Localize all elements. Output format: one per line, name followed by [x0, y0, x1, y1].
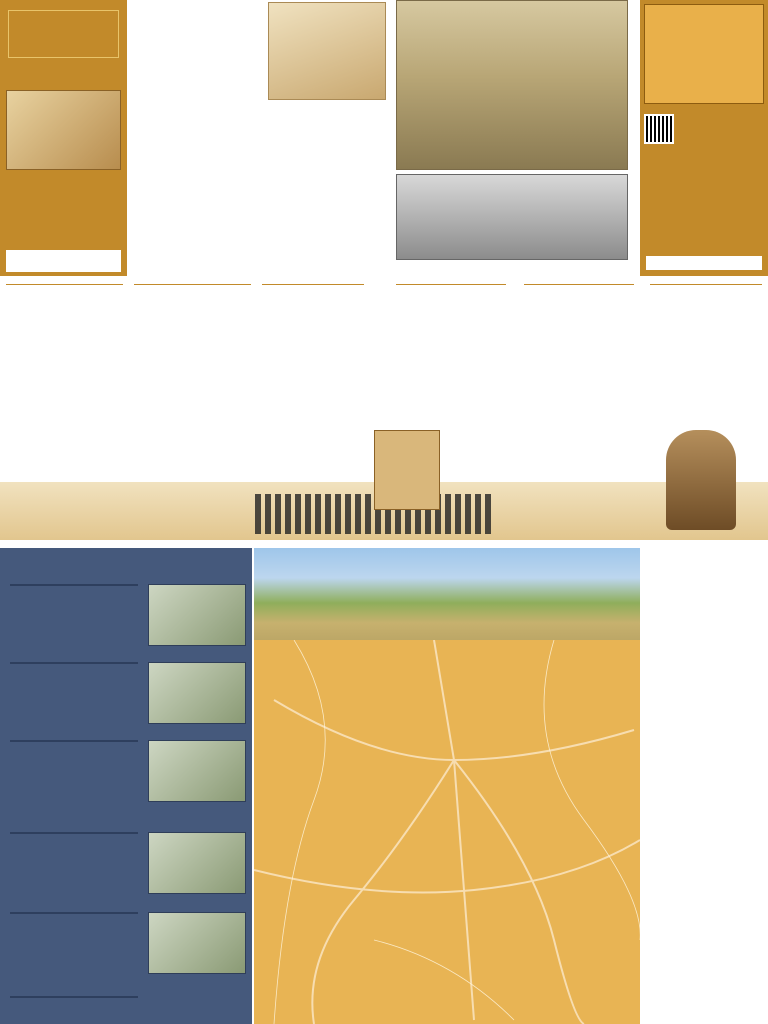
- nsw-network-map: [644, 4, 764, 104]
- place-title: [10, 912, 138, 914]
- burrows-street-photo: [396, 174, 628, 260]
- place-photo: [148, 832, 246, 894]
- intro-text-panel: [139, 0, 257, 276]
- story-column-5: [520, 280, 638, 540]
- landscape-photo: [254, 548, 640, 648]
- places-section: [0, 548, 768, 1024]
- story-column-4: [392, 280, 510, 540]
- destination-nsw-logo: [646, 256, 762, 270]
- shire-logos: [6, 250, 121, 272]
- story-col-4-title: [396, 282, 506, 285]
- place-folk-museum[interactable]: [10, 584, 246, 656]
- cover-brand: [0, 0, 127, 4]
- place-title: [10, 584, 138, 586]
- place-title: [10, 996, 138, 998]
- place-title: [10, 662, 138, 664]
- places-heading: [0, 548, 252, 566]
- road-network: [254, 640, 640, 1024]
- story-column-3: [258, 280, 368, 540]
- place-photo: [148, 584, 246, 646]
- top-section: [0, 0, 768, 276]
- place-photo: [148, 912, 246, 974]
- region-map: [254, 640, 640, 1024]
- place-tribute-gardens[interactable]: [10, 740, 246, 812]
- story-col-1-title: [6, 282, 123, 285]
- lambing-flat-painting: [396, 0, 628, 170]
- story-column-6: [646, 280, 766, 540]
- gold-trails-logo: [8, 10, 119, 58]
- cover-intro: [0, 80, 127, 84]
- story-col-3-title: [262, 282, 364, 285]
- images-panel: [396, 0, 628, 276]
- story-col-6-title: [650, 282, 762, 285]
- story-column-2: [130, 280, 255, 540]
- gill-panel: [268, 0, 386, 276]
- place-blackguard-gully[interactable]: [10, 662, 246, 734]
- place-title: [10, 832, 138, 834]
- might-versus-right-title: [139, 18, 257, 40]
- places-list: [0, 548, 252, 1024]
- network-panel: [640, 0, 768, 276]
- region-map-area: [254, 548, 768, 1024]
- cover-illustration: [6, 90, 121, 170]
- place-st-marks-church[interactable]: [10, 832, 246, 904]
- story-col-2-title: [134, 282, 251, 285]
- story-col-5-title: [524, 282, 634, 285]
- place-photo: [148, 740, 246, 802]
- might-vs-right-illustration: [268, 2, 386, 100]
- place-chinese-cemetery[interactable]: [10, 912, 246, 984]
- story-section: [0, 280, 768, 540]
- place-historical-museum[interactable]: [10, 996, 246, 1024]
- story-column-1: [2, 280, 127, 540]
- cover-panel: [0, 0, 127, 276]
- place-title: [10, 740, 138, 742]
- qr-code[interactable]: [644, 114, 674, 144]
- place-photo: [148, 662, 246, 724]
